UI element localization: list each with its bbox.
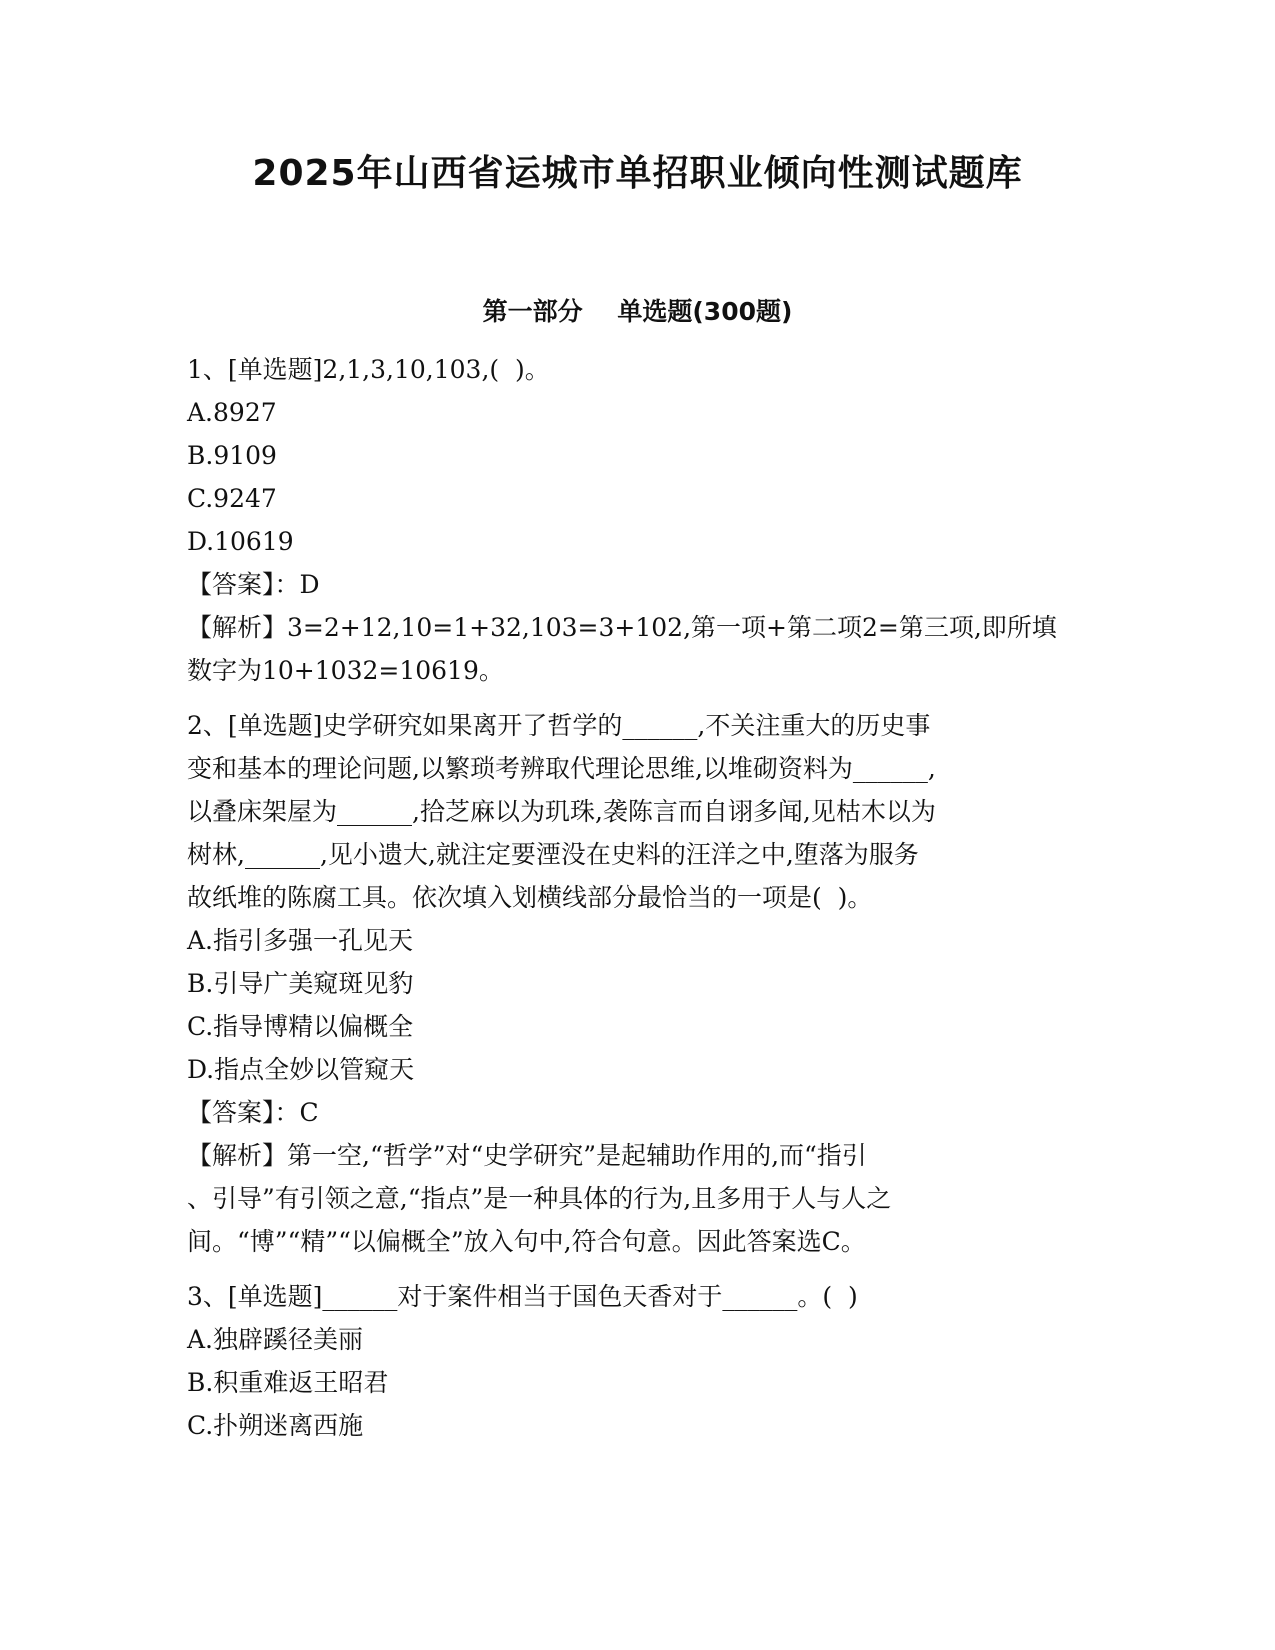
option-c: C.指导博精以偏概全 <box>187 1012 414 1041</box>
analysis-line: 数字为10+1032=10619。 <box>187 656 504 685</box>
analysis-line: 【解析】3=2+12,10=1+32,103=3+102,第一项+第二项2=第三项,即所填 <box>187 613 1057 642</box>
question-stem: 1、[单选题]2,1,3,10,103,( )。 <box>187 355 550 384</box>
question-3 <box>187 1275 1087 1447</box>
option-c: C.9247 <box>187 484 277 513</box>
analysis-line: 间。“博”“精”“以偏概全”放入句中,符合句意。因此答案选C。 <box>187 1227 866 1256</box>
option-a: A.8927 <box>187 398 277 427</box>
answer-line: 【答案】：C <box>187 1098 319 1127</box>
option-a: A.指引多强一孔见天 <box>187 926 414 955</box>
section-title: 第一部分 单选题(300题) <box>482 297 793 326</box>
question-stem: 故纸堆的陈腐工具。依次填入划横线部分最恰当的一项是( )。 <box>187 883 873 912</box>
option-a: A.独辟蹊径美丽 <box>187 1325 364 1354</box>
option-c: C.扑朔迷离西施 <box>187 1411 364 1440</box>
option-d: D.指点全妙以管窥天 <box>187 1055 415 1084</box>
option-d: D.10619 <box>187 527 294 556</box>
question-stem: 以叠床架屋为______,拾芝麻以为玑珠,袭陈言而自诩多闻,见枯木以为 <box>187 797 936 826</box>
question-stem: 2、[单选题]史学研究如果离开了哲学的______,不关注重大的历史事 <box>187 711 931 740</box>
question-stem: 3、[单选题]______对于案件相当于国色天香对于______。( ) <box>187 1282 858 1311</box>
analysis-line: 、引导”有引领之意,“指点”是一种具体的行为,且多用于人与人之 <box>187 1184 892 1213</box>
option-b: B.9109 <box>187 441 277 470</box>
question-stem: 变和基本的理论问题,以繁琐考辨取代理论思维,以堆砌资料为______, <box>187 754 936 783</box>
question-1 <box>187 348 1087 692</box>
document-title: 2025年山西省运城市单招职业倾向性测试题库 <box>252 153 1023 194</box>
option-b: B.引导广美窥斑见豹 <box>187 969 414 998</box>
option-b: B.积重难返王昭君 <box>187 1368 389 1397</box>
analysis-line: 【解析】第一空,“哲学”对“史学研究”是起辅助作用的,而“指引 <box>187 1141 867 1170</box>
question-stem: 树林,______,见小遗大,就注定要湮没在史料的汪洋之中,堕落为服务 <box>187 840 919 869</box>
question-2 <box>187 704 1087 1263</box>
question-list <box>187 348 1087 1447</box>
answer-line: 【答案】：D <box>187 570 320 599</box>
